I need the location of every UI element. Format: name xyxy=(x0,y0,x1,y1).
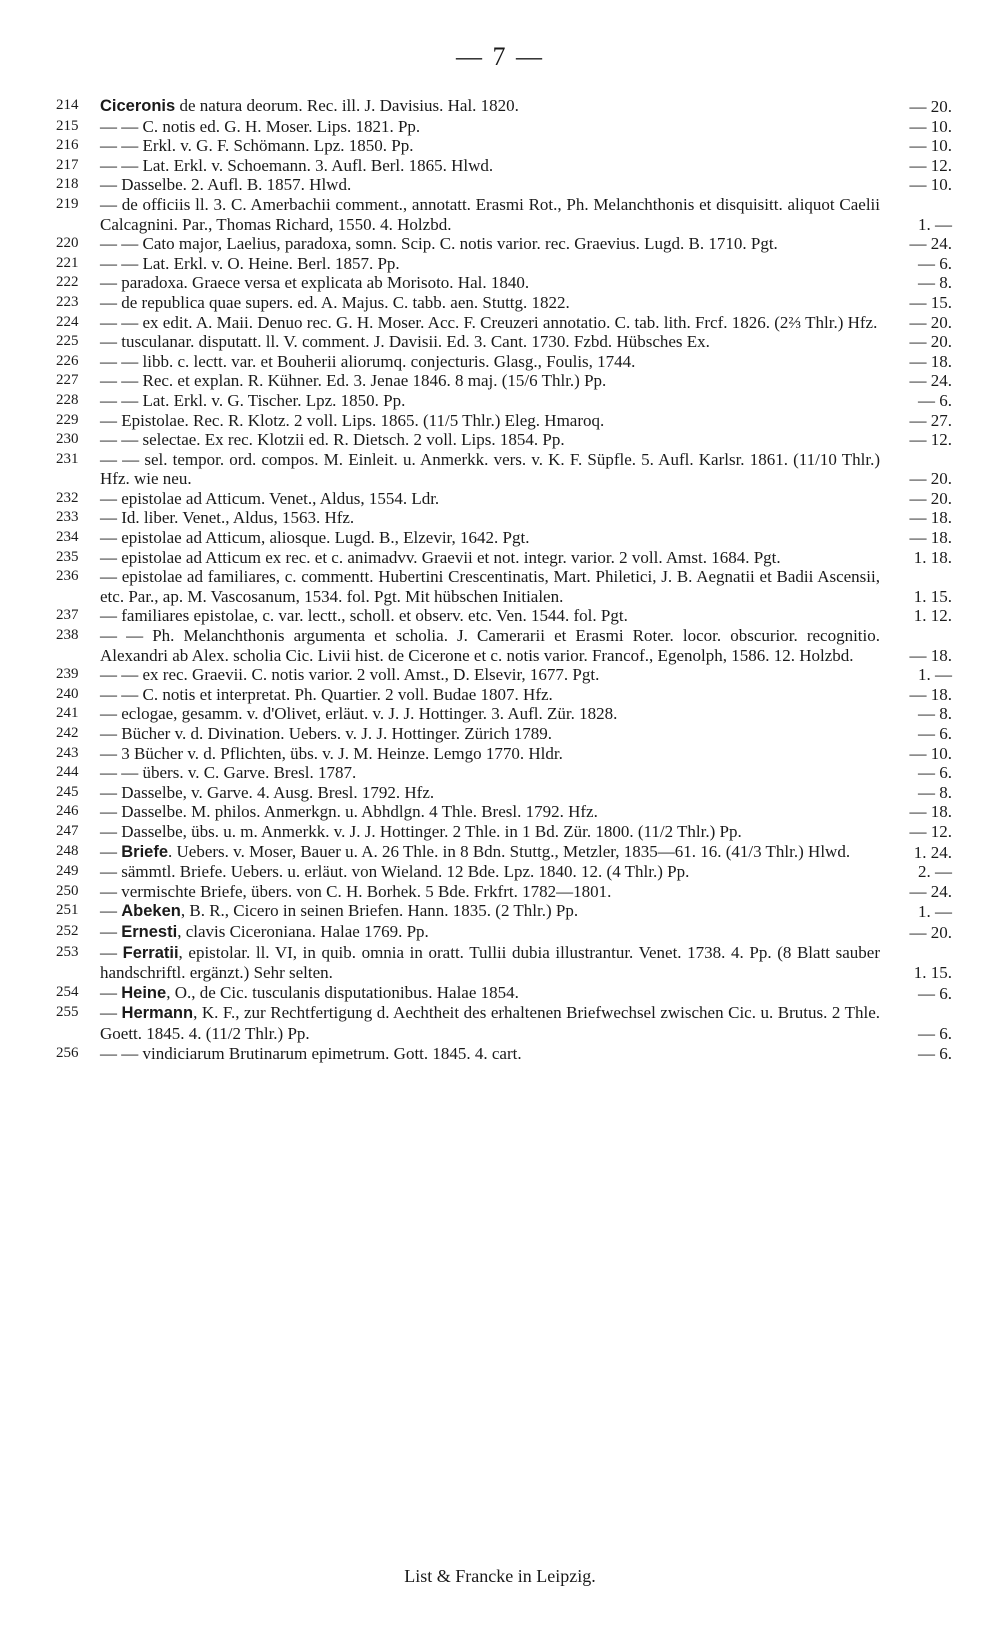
catalog-entry xyxy=(56,313,952,333)
entry-description xyxy=(100,411,952,431)
catalog-entry xyxy=(56,548,952,568)
entry-description xyxy=(100,783,952,803)
entry-author-name: Hermann xyxy=(121,1004,194,1023)
catalog-entry xyxy=(56,175,952,195)
entry-number: 244 xyxy=(56,764,79,781)
entry-price: — 10. xyxy=(909,116,952,136)
entry-price: — 18. xyxy=(909,508,952,528)
catalog-entry xyxy=(56,665,952,685)
entry-number: 217 xyxy=(56,156,79,173)
entry-number: 236 xyxy=(56,568,79,585)
entry-description xyxy=(100,528,952,548)
entry-text: , clavis Ciceroniana. Halae 1769. Pp. xyxy=(177,921,429,941)
entry-description xyxy=(100,391,952,411)
catalog-entry xyxy=(56,763,952,783)
entry-price: — 6. xyxy=(918,390,952,410)
entry-description xyxy=(100,548,952,568)
entry-description xyxy=(100,704,952,724)
entry-price: — 24. xyxy=(909,371,952,391)
entry-text: — — übers. v. C. Garve. Bresl. 1787. xyxy=(100,763,357,783)
entry-description: — Hermann, K. F., zur Rechtfertigung d. Aechtheit des erhaltenen Briefwechsel zwischen Cic. u. Brutus. 2 Thle. Goett. 1845. 4. (11/2 Thlr.) Pp. xyxy=(100,1003,880,1043)
entry-number: 241 xyxy=(56,705,79,722)
catalog-entry xyxy=(56,508,952,528)
entry-price: — 18. xyxy=(909,802,952,822)
entry-text: — epistolae ad familiares, c. commentt. Hubertini Crescentinatis, Mart. Philetici, J. B. Aegnatii et Badii Ascensii, etc. Par., ap. M. Vascosanum, 1534. fol. Pgt. Mit hübschen Initialen. xyxy=(100,567,880,606)
catalog-entry xyxy=(56,156,952,176)
entry-description xyxy=(100,724,952,744)
entry-number: 242 xyxy=(56,725,79,741)
catalog-entry xyxy=(56,371,952,391)
entry-description xyxy=(100,254,952,274)
entry-price: — 20. xyxy=(909,922,952,942)
entry-price: — 6. xyxy=(918,1023,952,1043)
entry-price: — 12. xyxy=(909,155,952,175)
entry-text: — — C. notis ed. G. H. Moser. Lips. 1821. Pp. xyxy=(100,116,421,136)
catalog-entry xyxy=(56,783,952,803)
catalog-entry xyxy=(56,528,952,548)
entry-number: 215 xyxy=(56,117,79,134)
entry-price: — 10. xyxy=(909,743,952,763)
catalog-entry xyxy=(56,685,952,705)
entry-author-name: Briefe xyxy=(121,842,169,861)
catalog-entry xyxy=(56,96,952,117)
catalog-entry xyxy=(56,332,952,352)
entry-number: 246 xyxy=(56,803,79,820)
entry-text: — de officiis ll. 3. C. Amerbachii comment., annotatt. Erasmi Rot., Ph. Melanchthonis et disquisitt. aliquot Caelii Calcagnini. Par., Thomas Richard, 1550. 4. Holzbd. xyxy=(100,194,880,234)
catalog-entry xyxy=(56,862,952,882)
entry-price: — 27. xyxy=(909,410,952,430)
catalog-entry xyxy=(56,450,952,489)
catalog-entry xyxy=(56,391,952,411)
entry-text: — Epistolae. Rec. R. Klotz. 2 voll. Lips. 1865. (11/5 Thlr.) Eleg. Hmaroq. xyxy=(100,410,605,430)
entry-description xyxy=(100,665,952,685)
entry-text: , epistolar. ll. VI, in quib. omnia in oratt. Tullii dubia illustrantur. Venet. 1738. 4. Pp. (8 Blatt sauber handschriftl. ergänzt.) Sehr selten. xyxy=(100,942,880,983)
catalog-entry xyxy=(56,882,952,902)
entry-price: — 18. xyxy=(909,528,952,548)
entry-number: 235 xyxy=(56,548,79,565)
entry-description: — Abeken, B. R., Cicero in seinen Briefen. Hann. 1835. (2 Thlr.) Pp. xyxy=(100,901,579,921)
catalog-entry xyxy=(56,293,952,313)
entry-description xyxy=(100,371,952,391)
catalog-entry xyxy=(56,195,952,234)
entry-description xyxy=(100,685,952,705)
entry-text: — — vindiciarum Brutinarum epimetrum. Gott. 1845. 4. cart. xyxy=(100,1043,522,1063)
entry-number: 255 xyxy=(56,1004,79,1021)
entry-number: 252 xyxy=(56,922,79,939)
entry-number: 214 xyxy=(56,97,79,113)
entry-text: — Dasselbe. M. philos. Anmerkgn. u. Abhdlgn. 4 Thle. Bresl. 1792. Hfz. xyxy=(100,802,598,822)
entry-price: — 10. xyxy=(909,175,952,195)
entry-text: — Dasselbe, übs. u. m. Anmerkk. v. J. J. Hottinger. 2 Thle. in 1 Bd. Zür. 1800. (11/2 Thlr.) Pp. xyxy=(100,821,742,841)
entry-number: 240 xyxy=(56,685,79,702)
entry-number: 227 xyxy=(56,372,79,389)
entry-price: — 20. xyxy=(909,332,952,352)
entry-price: — 20. xyxy=(909,488,952,508)
entry-description: — Ernesti, clavis Ciceroniana. Halae 1769. Pp. xyxy=(100,921,429,941)
entry-price: — 8. xyxy=(918,782,952,802)
entry-number: 218 xyxy=(56,176,79,193)
entry-number: 219 xyxy=(56,195,79,212)
entry-description xyxy=(100,1044,952,1064)
entry-number: 233 xyxy=(56,509,79,526)
entry-price: — 12. xyxy=(909,430,952,450)
entry-price: — 6. xyxy=(918,253,952,273)
entry-number: 228 xyxy=(56,391,79,408)
entry-number: 249 xyxy=(56,863,79,880)
entry-price: 1. 12. xyxy=(913,606,952,626)
entry-number: 221 xyxy=(56,254,79,271)
catalog-entry xyxy=(56,704,952,724)
entry-price: — 6. xyxy=(918,724,952,743)
catalog-entry xyxy=(56,430,952,450)
entry-description xyxy=(100,430,952,450)
entry-author-name: Ernesti xyxy=(121,922,178,941)
catalog-entry xyxy=(56,489,952,509)
catalog-entry xyxy=(56,117,952,137)
entry-description xyxy=(100,117,952,137)
catalog-entry xyxy=(56,626,952,665)
entry-price: — 6. xyxy=(918,1043,952,1063)
entry-description xyxy=(100,606,952,626)
entry-price: 2. — xyxy=(918,862,952,882)
entry-number: 220 xyxy=(56,235,79,252)
entry-text: — — libb. c. lectt. var. et Bouherii aliorumq. conjecturis. Glasg., Foulis, 1744. xyxy=(100,351,636,371)
entry-description xyxy=(100,195,952,234)
entry-text: . Uebers. v. Moser, Bauer u. A. 26 Thle. in 8 Bdn. Stuttg., Metzler, 1835—61. 16. (41/3 Thlr.) Hlwd. xyxy=(168,841,851,861)
entry-price: — 18. xyxy=(909,684,952,704)
catalog-entry xyxy=(56,352,952,372)
entry-number: 248 xyxy=(56,842,79,859)
entry-description xyxy=(100,96,952,117)
entry-price: 1. 15. xyxy=(913,586,952,606)
entry-description xyxy=(100,234,952,254)
entry-number: 231 xyxy=(56,450,79,467)
entry-text: — familiares epistolae, c. var. lectt., scholl. et observ. etc. Ven. 1544. fol. Pgt. xyxy=(100,606,628,626)
catalog-entries xyxy=(56,96,952,1063)
entry-price: — 8. xyxy=(918,273,952,293)
entry-text: de natura deorum. Rec. ill. J. Davisius. Hal. 1820. xyxy=(175,96,519,115)
catalog-entry xyxy=(56,822,952,842)
entry-author-name: Ciceronis xyxy=(100,97,176,115)
entry-description xyxy=(100,313,952,333)
entry-text: — eclogae, gesamm. v. d'Olivet, erläut. v. J. J. Hottinger. 3. Aufl. Zür. 1828. xyxy=(100,704,618,724)
entry-description xyxy=(100,763,952,783)
entry-description xyxy=(100,156,952,176)
entry-description xyxy=(100,450,952,489)
catalog-entry xyxy=(56,606,952,626)
catalog-entry xyxy=(56,567,952,606)
catalog-entry xyxy=(56,842,952,863)
entry-description xyxy=(100,744,952,764)
entry-text: — — ex rec. Graevii. C. notis varior. 2 voll. Amst., D. Elsevir, 1677. Pgt. xyxy=(100,665,600,685)
entry-price: — 20. xyxy=(909,97,952,116)
entry-number: 232 xyxy=(56,489,79,506)
entry-description xyxy=(100,862,952,882)
entry-price: — 24. xyxy=(909,234,952,254)
catalog-entry xyxy=(56,724,952,744)
entry-number: 245 xyxy=(56,783,79,800)
entry-description xyxy=(100,567,952,606)
page-number: — 7 — xyxy=(456,42,544,71)
entry-description xyxy=(100,352,952,372)
entry-description xyxy=(100,273,952,293)
entry-text: , K. F., zur Rechtfertigung d. Aechtheit des erhaltenen Briefwechsel zwischen Cic. u. Brutus. 2 Thle. Goett. 1845. 4. (11/2 Thlr.) Pp. xyxy=(100,1003,880,1043)
publisher-footer: List & Francke in Leipzig. xyxy=(404,1566,596,1586)
entry-price: — 6. xyxy=(918,763,952,783)
entry-text: — Bücher v. d. Divination. Uebers. v. J. J. Hottinger. Zürich 1789. xyxy=(100,724,553,743)
catalog-entry xyxy=(56,983,952,1004)
entry-price: 1. — xyxy=(918,665,952,685)
entry-number: 225 xyxy=(56,333,79,350)
entry-description: — Heine, O., de Cic. tusculanis disputationibus. Halae 1854. xyxy=(100,982,519,1002)
entry-text: — — Erkl. v. G. F. Schömann. Lpz. 1850. Pp. xyxy=(100,136,414,156)
entry-text: — — ex edit. A. Maii. Denuo rec. G. H. Moser. Acc. F. Creuzeri annotatio. C. tab. lith. Frcf. 1826. (2⅔ Thlr.) Hfz. xyxy=(100,312,878,332)
entry-number: 226 xyxy=(56,352,79,369)
catalog-entry xyxy=(56,411,952,431)
entry-price: 1. — xyxy=(918,214,952,234)
entry-text: — sämmtl. Briefe. Uebers. u. erläut. von Wieland. 12 Bde. Lpz. 1840. 12. (4 Thlr.) Pp. xyxy=(100,862,690,882)
entry-number: 250 xyxy=(56,882,79,899)
entry-description: — Ferratii, epistolar. ll. VI, in quib. omnia in oratt. Tullii dubia illustrantur. Venet. 1738. 4. Pp. (8 Blatt sauber handschriftl. ergänzt.) Sehr selten. xyxy=(100,942,880,983)
entry-text: — Id. liber. Venet., Aldus, 1563. Hfz. xyxy=(100,508,355,528)
entry-number: 222 xyxy=(56,274,79,291)
entry-text: — — Cato major, Laelius, paradoxa, somn. Scip. C. notis varior. rec. Graevius. Lugd. B. 1710. Pgt. xyxy=(100,234,778,254)
entry-text: — 3 Bücher v. d. Pflichten, übs. v. J. M. Heinze. Lemgo 1770. Hldr. xyxy=(100,743,563,763)
entry-text: — — Lat. Erkl. v. G. Tischer. Lpz. 1850. Pp. xyxy=(100,390,406,410)
entry-number: 234 xyxy=(56,529,79,546)
entry-description xyxy=(100,822,952,842)
entry-description xyxy=(100,332,952,352)
catalog-entry xyxy=(56,254,952,274)
entry-price: — 24. xyxy=(909,881,952,901)
entry-number: 237 xyxy=(56,607,79,624)
entry-number: 253 xyxy=(56,943,79,960)
entry-text: — — C. notis et interpretat. Ph. Quartier. 2 voll. Budae 1807. Hfz. xyxy=(100,684,553,704)
catalog-entry xyxy=(56,234,952,254)
entry-price: — 10. xyxy=(909,136,952,156)
entry-description xyxy=(100,489,952,509)
entry-number: 243 xyxy=(56,744,79,761)
entry-description xyxy=(100,175,952,195)
entry-text: , O., de Cic. tusculanis disputationibus. Halae 1854. xyxy=(166,982,519,1002)
entry-number: 230 xyxy=(56,431,79,448)
entry-author-name: Ferratii xyxy=(122,943,179,962)
entry-number: 216 xyxy=(56,137,79,154)
entry-text: — Dasselbe, v. Garve. 4. Ausg. Bresl. 1792. Hfz. xyxy=(100,782,435,802)
entry-text: — epistolae ad Atticum ex rec. et c. animadvv. Graevii et not. integr. varior. 2 voll. Amst. 1684. Pgt. xyxy=(100,547,781,567)
entry-price: 1. 24. xyxy=(913,842,952,862)
entry-text: — Dasselbe. 2. Aufl. B. 1857. Hlwd. xyxy=(100,175,352,195)
entry-text: — vermischte Briefe, übers. von C. H. Borhek. 5 Bde. Frkfrt. 1782—1801. xyxy=(100,881,612,901)
entry-text: — — sel. tempor. ord. compos. M. Einleit. u. Anmerkk. vers. v. K. F. Süpfle. 5. Aufl. Karlsr. 1861. (11/10 Thlr.) Hfz. wie neu. xyxy=(100,449,880,489)
entry-number: 247 xyxy=(56,822,79,839)
entry-description xyxy=(100,136,952,156)
entry-number: 239 xyxy=(56,666,79,683)
entry-text: — paradoxa. Graece versa et explicata ab Morisoto. Hal. 1840. xyxy=(100,273,530,293)
entry-price: — 15. xyxy=(909,292,952,312)
entry-description xyxy=(100,508,952,528)
entry-text: — — Ph. Melanchthonis argumenta et scholia. J. Camerarii et Erasmi Roter. locor. obscurior. recognitio. Alexandri ab Alex. scholia Cic. Livii hist. de Cicerone et c. notis varior. Francof., Egenolph, 1586. 12. Holzbd. xyxy=(100,626,880,665)
entry-price: — 20. xyxy=(909,469,952,489)
entry-description xyxy=(100,882,952,902)
entry-number: 223 xyxy=(56,293,79,310)
entry-description: — Briefe. Uebers. v. Moser, Bauer u. A. 26 Thle. in 8 Bdn. Stuttg., Metzler, 1835—61. 16. (41/3 Thlr.) Hlwd. xyxy=(100,841,851,861)
entry-author-name: Heine xyxy=(121,983,167,1002)
entry-price: 1. 15. xyxy=(913,963,952,983)
entry-text: — — Rec. et explan. R. Kühner. Ed. 3. Jenae 1846. 8 maj. (15/6 Thlr.) Pp. xyxy=(100,371,607,391)
entry-text: — — selectae. Ex rec. Klotzii ed. R. Dietsch. 2 voll. Lips. 1854. Pp. xyxy=(100,430,565,450)
entry-price: — 6. xyxy=(918,983,952,1003)
entry-price: — 18. xyxy=(909,645,952,665)
entry-text: , B. R., Cicero in seinen Briefen. Hann. 1835. (2 Thlr.) Pp. xyxy=(180,901,579,921)
entry-text: — — Lat. Erkl. v. Schoemann. 3. Aufl. Berl. 1865. Hlwd. xyxy=(100,155,494,175)
entry-text: — epistolae ad Atticum. Venet., Aldus, 1554. Ldr. xyxy=(100,488,440,508)
catalog-entry xyxy=(56,802,952,822)
entry-number: 251 xyxy=(56,902,79,919)
entry-text: — de republica quae supers. ed. A. Majus. C. tabb. aen. Stuttg. 1822. xyxy=(100,292,570,312)
entry-number: 254 xyxy=(56,983,79,1000)
catalog-entry xyxy=(56,901,952,922)
entry-number: 238 xyxy=(56,627,79,644)
catalog-entry xyxy=(56,1044,952,1064)
entry-text: — — Lat. Erkl. v. O. Heine. Berl. 1857. Pp. xyxy=(100,253,400,273)
entry-price: 1. — xyxy=(918,902,952,922)
entry-description xyxy=(100,802,952,822)
entry-text: — epistolae ad Atticum, aliosque. Lugd. B., Elzevir, 1642. Pgt. xyxy=(100,528,530,548)
entry-author-name: Abeken xyxy=(121,902,181,921)
entry-number: 256 xyxy=(56,1044,79,1061)
catalog-entry xyxy=(56,1003,952,1043)
entry-description xyxy=(100,293,952,313)
entry-price: — 18. xyxy=(909,351,952,371)
catalog-entry xyxy=(56,922,952,943)
entry-price: 1. 18. xyxy=(913,547,952,567)
entry-price: — 20. xyxy=(909,312,952,332)
entry-number: 229 xyxy=(56,411,79,428)
catalog-entry xyxy=(56,273,952,293)
catalog-entry xyxy=(56,744,952,764)
entry-text: — tusculanar. disputatt. ll. V. comment. J. Davisii. Ed. 3. Cant. 1730. Fzbd. Hübsches Ex. xyxy=(100,332,710,352)
catalog-entry xyxy=(56,943,952,983)
entry-number: 224 xyxy=(56,313,79,330)
entry-description xyxy=(100,626,952,665)
entry-price: — 12. xyxy=(909,821,952,841)
entry-price: — 8. xyxy=(918,704,952,724)
catalog-entry xyxy=(56,136,952,156)
